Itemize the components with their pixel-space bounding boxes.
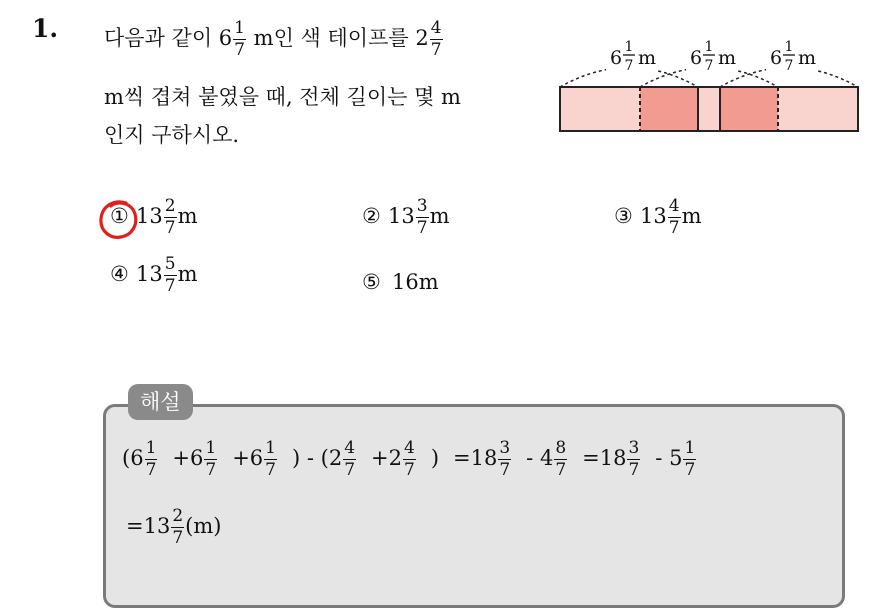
sol-text: =18: [453, 446, 498, 470]
fraction-numerator: 3: [499, 438, 511, 458]
fraction-denominator: 7: [344, 460, 356, 480]
option-fraction: [416, 198, 429, 237]
sol-fraction: [264, 440, 277, 479]
length-labels: [606, 39, 818, 74]
label-denominator: 7: [624, 58, 634, 74]
fraction-numerator: 5: [164, 254, 176, 274]
sol-fraction: [498, 440, 511, 479]
label-numerator: 1: [624, 39, 634, 55]
sol-text: - 5: [655, 446, 683, 470]
label-unit: m: [718, 47, 737, 69]
sol-unit: (m): [185, 514, 222, 538]
option-marker: ②: [362, 204, 381, 228]
question-number: 1.: [32, 14, 59, 43]
fraction-denominator: 7: [205, 460, 217, 480]
tape-overlap-2: [720, 87, 778, 131]
overlap-fraction: [430, 20, 443, 59]
option-whole: 13: [640, 204, 667, 228]
tape-strip: [560, 87, 858, 131]
question-line-3: 인지 구하시오.: [104, 123, 240, 147]
fraction-denominator: 7: [234, 40, 245, 60]
fraction-denominator: 7: [416, 218, 428, 238]
length-label-2: [686, 39, 738, 74]
fraction-denominator: 7: [403, 460, 415, 480]
option-unit: m: [177, 262, 198, 286]
fraction-numerator: 1: [205, 438, 217, 458]
option-fraction: [164, 256, 177, 295]
fraction-denominator: 7: [684, 460, 696, 480]
tape-segment-light: [778, 87, 858, 131]
fraction-numerator: 2: [172, 506, 184, 526]
length-label-1: [606, 39, 658, 74]
fraction-numerator: 1: [684, 438, 696, 458]
sol-fraction: [343, 440, 356, 479]
fraction-denominator: 7: [265, 460, 276, 480]
option-2[interactable]: [362, 198, 449, 237]
fraction-numerator: 1: [145, 438, 157, 458]
sol-text: - 4: [526, 446, 554, 470]
option-value: 16m: [392, 270, 439, 294]
fraction-numerator: 1: [234, 18, 245, 38]
sol-text: (6: [122, 446, 144, 470]
tape-overlap-1: [640, 87, 698, 131]
sol-text: +2: [371, 446, 402, 470]
fraction-denominator: 7: [164, 218, 176, 238]
label-numerator: 1: [704, 39, 714, 55]
sol-text: =13: [126, 514, 171, 538]
label-numerator: 1: [784, 39, 794, 55]
question-line-2: m씩 겹쳐 붙였을 때, 전체 길이는 몇 m: [104, 85, 461, 109]
option-unit: m: [681, 204, 702, 228]
fraction-denominator: 7: [430, 40, 442, 60]
option-marker: ①: [110, 204, 129, 228]
fraction-numerator: 4: [344, 438, 356, 458]
label-unit: m: [798, 47, 817, 69]
length-label-3: [766, 39, 818, 74]
solution-box: [103, 404, 845, 608]
option-3[interactable]: [614, 198, 701, 237]
label-whole: 6: [770, 47, 783, 69]
solution-line-1: [122, 440, 697, 479]
sol-fraction: [403, 440, 416, 479]
tape-diagram: [548, 28, 868, 138]
option-unit: m: [429, 204, 450, 228]
selected-answer-circle: [96, 197, 142, 243]
label-whole: 6: [610, 47, 623, 69]
option-marker: ④: [110, 262, 129, 286]
solution-tag: 해설: [128, 384, 193, 420]
label-denominator: 7: [784, 58, 794, 74]
fraction-denominator: 7: [555, 460, 567, 480]
fraction-denominator: 7: [628, 460, 640, 480]
sol-text: ) - (2: [291, 446, 343, 470]
fraction-numerator: 4: [403, 438, 415, 458]
sol-text: +6: [172, 446, 204, 470]
option-fraction: [668, 198, 681, 237]
sol-text: +6: [232, 446, 264, 470]
label-whole: 6: [690, 47, 703, 69]
fraction-numerator: 3: [628, 438, 640, 458]
sol-fraction: [627, 440, 640, 479]
option-whole: 13: [136, 204, 163, 228]
option-4[interactable]: [110, 256, 197, 295]
sol-text: ): [430, 446, 440, 470]
fraction-numerator: 2: [164, 196, 176, 216]
option-5[interactable]: [362, 270, 439, 294]
tape-length-fraction: [233, 20, 246, 59]
fraction-numerator: 3: [416, 196, 428, 216]
fraction-numerator: 4: [430, 18, 442, 38]
tape-segment-light: [698, 87, 720, 131]
label-unit: m: [638, 47, 657, 69]
option-whole: 13: [388, 204, 415, 228]
fraction-denominator: 7: [164, 276, 176, 296]
fraction-numerator: 4: [668, 196, 680, 216]
fraction-numerator: 8: [555, 438, 567, 458]
sol-fraction: [145, 440, 158, 479]
fraction-denominator: 7: [668, 218, 680, 238]
solution-line-2: [126, 508, 221, 547]
option-unit: m: [177, 204, 198, 228]
option-marker: ⑤: [362, 270, 381, 294]
sol-text: =18: [582, 446, 627, 470]
option-marker: ③: [614, 204, 633, 228]
fraction-denominator: 7: [499, 460, 511, 480]
fraction-denominator: 7: [172, 528, 184, 548]
question-line1-mid: m인 색 테이프를 2: [246, 26, 429, 50]
fraction-denominator: 7: [145, 460, 157, 480]
sol-fraction: [683, 440, 696, 479]
sol-fraction: [554, 440, 567, 479]
option-fraction: [164, 198, 177, 237]
tape-segment-light: [560, 87, 640, 131]
sol-fraction: [204, 440, 217, 479]
question-line1-pre: 다음과 같이 6: [104, 26, 233, 50]
sol-fraction: [171, 508, 184, 547]
option-whole: 13: [136, 262, 163, 286]
fraction-numerator: 1: [265, 438, 276, 458]
label-denominator: 7: [704, 58, 714, 74]
question-line-1: [104, 20, 444, 59]
